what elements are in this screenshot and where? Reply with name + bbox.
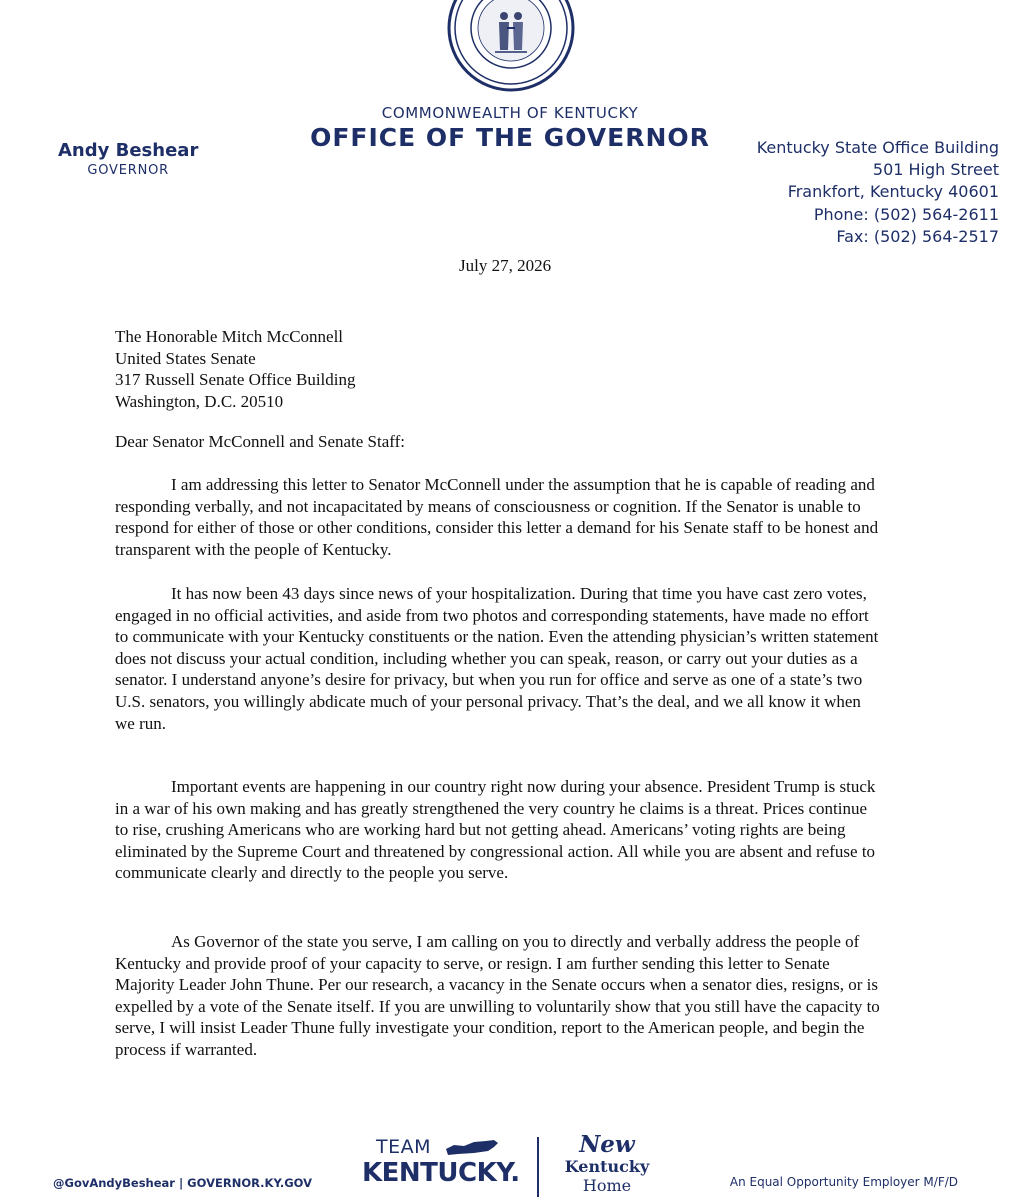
- letterhead-center: [280, 104, 740, 153]
- body-paragraph: [115, 474, 883, 560]
- paragraph-text: Important events are happening in our country right now during your absence. President Trump is stuck in a war of his own making and has greatly strengthened the very country he claims is a threat. Prices continue to rise, crushing Americans who are working hard but not getting ahead. Americans’ voting rights are being eliminated by the Supreme Court and threatened by congressional action. All while you are absent and refuse to communicate clearly and directly to the people you serve.: [115, 777, 876, 883]
- body-paragraph: [115, 583, 883, 734]
- recipient-line: Washington, D.C. 20510: [115, 391, 284, 411]
- footer-eeo: An Equal Opportunity Employer M/F/D: [729, 1175, 958, 1189]
- recipient-line: The Honorable Mitch McConnell: [115, 327, 344, 346]
- nkh-line: Kentucky: [564, 1157, 650, 1176]
- kentucky-state-icon: [444, 1139, 500, 1157]
- paragraph-text: As Governor of the state you serve, I am calling on you to directly and verbally address the people of Kentucky and provide proof of your capacity to serve, or resign. I am further sending this letter to Senate Majority Leader John Thune. Per our research, a vacancy in the Senate occurs when a senator dies, resigns, or is expelled by a vote of the Senate itself. If you are unwilling to voluntarily show that you still have the capacity to serve, I will insist Leader Thune fully investigate your condition, report to the American people, and begin the process if warranted.: [115, 932, 880, 1059]
- new-kentucky-home-logo: [552, 1132, 662, 1195]
- team-logo-line: TEAM: [376, 1136, 432, 1158]
- paragraph-text: I am addressing this letter to Senator McConnell under the assumption that he is capable of reading and responding verbally, and not incapacitated by means of consciousness or cognition. If the Senator is unable to respond for either of those or other conditions, consider this letter a demand for his Senate staff to be honest and transparent with the people of Kentucky.: [115, 475, 879, 559]
- state-seal: [447, 0, 575, 92]
- team-logo-line: KENTUCKY.: [362, 1158, 520, 1188]
- footer-social: @GovAndyBeshear | GOVERNOR.KY.GOV: [53, 1176, 313, 1190]
- office-address: [757, 137, 999, 248]
- governor-title: GOVERNOR: [87, 163, 169, 178]
- team-kentucky-logo: [362, 1136, 522, 1196]
- office-heading: OFFICE OF THE GOVERNOR: [310, 123, 710, 152]
- body-paragraph: [115, 776, 883, 884]
- recipient-line: United States Senate: [115, 348, 256, 368]
- body-paragraph: [115, 931, 883, 1061]
- commonwealth-heading: COMMONWEALTH OF KENTUCKY: [381, 104, 639, 122]
- address-line: 501 High Street: [872, 160, 999, 180]
- address-line: Frankfort, Kentucky 40601: [787, 182, 999, 202]
- recipient-address: [115, 326, 356, 412]
- paragraph-text: It has now been 43 days since news of your hospitalization. During that time you have cast zero votes, engaged in no official activities, and aside from two photos and corresponding statements, have made no effort to communicate with your Kentucky constituents or the nation. Even the attending physician’s written statement does not discuss your actual condition, including whether you can speak, reason, or carry out your duties as a senator. I understand anyone’s desire for privacy, but when you run for office and serve as one of a state’s two U.S. senators, you willingly abdicate much of your personal privacy. That’s the deal, and we all know it when we run.: [115, 584, 879, 733]
- nkh-line: Home: [582, 1176, 632, 1195]
- recipient-line: 317 Russell Senate Office Building: [115, 370, 356, 389]
- governor-block: [58, 140, 198, 180]
- governor-name: Andy Beshear: [58, 140, 199, 161]
- salutation: Dear Senator McConnell and Senate Staff:: [115, 432, 406, 451]
- phone-line: Phone: (502) 564-2611: [813, 204, 999, 224]
- address-line: Kentucky State Office Building: [756, 138, 999, 157]
- fax-line: Fax: (502) 564-2517: [836, 226, 999, 246]
- footer-divider: [537, 1137, 539, 1197]
- letter-date: July 27, 2026: [459, 256, 552, 275]
- nkh-line: New: [579, 1131, 635, 1158]
